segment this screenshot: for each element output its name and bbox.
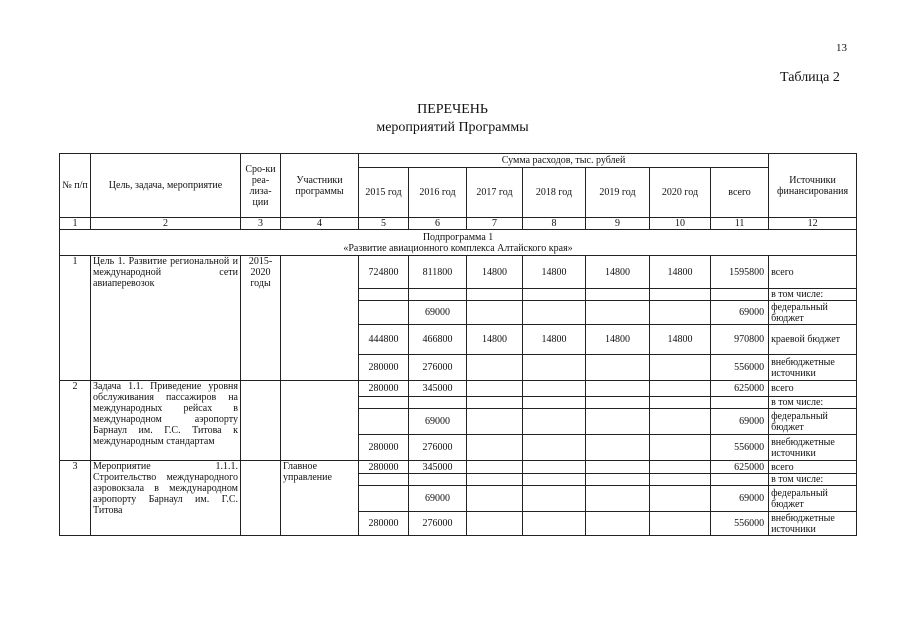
year-value: 280000 — [359, 435, 409, 461]
funding-source: всего — [769, 461, 857, 474]
year-value — [650, 397, 711, 409]
total-value: 69000 — [711, 301, 769, 325]
year-value: 14800 — [650, 325, 711, 355]
funding-source: краевой бюджет — [769, 325, 857, 355]
year-value: 811800 — [409, 256, 467, 289]
year-value — [586, 461, 650, 474]
year-value — [467, 512, 523, 536]
year-value — [650, 474, 711, 486]
year-value: 14800 — [586, 325, 650, 355]
year-value: 280000 — [359, 512, 409, 536]
year-value: 14800 — [467, 256, 523, 289]
funding-source: федеральный бюджет — [769, 486, 857, 512]
funding-source: в том числе: — [769, 289, 857, 301]
table-row — [60, 256, 857, 289]
column-number: 5 — [359, 218, 409, 230]
column-number: 10 — [650, 218, 711, 230]
participants-text: Главное управление — [281, 461, 359, 536]
year-value: 280000 — [359, 461, 409, 474]
year-value: 69000 — [409, 486, 467, 512]
column-number: 6 — [409, 218, 467, 230]
year-value — [586, 435, 650, 461]
year-value — [650, 409, 711, 435]
header-participants: Участники программы — [281, 154, 359, 218]
year-value: 466800 — [409, 325, 467, 355]
funding-source: федеральный бюджет — [769, 409, 857, 435]
column-number: 12 — [769, 218, 857, 230]
column-number: 7 — [467, 218, 523, 230]
terms-text — [241, 461, 281, 536]
terms-text — [241, 381, 281, 461]
table-label: Таблица 2 — [780, 70, 840, 85]
terms-text: 2015-2020 годы — [241, 256, 281, 381]
year-value — [467, 461, 523, 474]
subprogram-title — [60, 230, 857, 256]
year-value — [523, 435, 586, 461]
year-value — [523, 289, 586, 301]
row-number: 1 — [60, 256, 91, 381]
year-value — [586, 381, 650, 397]
year-value — [467, 486, 523, 512]
year-value — [359, 289, 409, 301]
funding-source: всего — [769, 381, 857, 397]
year-value — [359, 397, 409, 409]
header-year: 2017 год — [467, 168, 523, 218]
year-value — [650, 435, 711, 461]
goal-text: Цель 1. Развитие региональной и международной сети авиаперевозок — [91, 256, 241, 381]
year-value: 276000 — [409, 355, 467, 381]
year-value — [523, 409, 586, 435]
funding-source: внебюджетные источники — [769, 435, 857, 461]
year-value — [650, 461, 711, 474]
header-num: № п/п — [60, 154, 91, 218]
funding-source: внебюджетные источники — [769, 355, 857, 381]
total-value: 556000 — [711, 435, 769, 461]
year-value: 280000 — [359, 355, 409, 381]
year-value: 345000 — [409, 381, 467, 397]
total-value: 69000 — [711, 409, 769, 435]
column-number: 4 — [281, 218, 359, 230]
header-year: 2015 год — [359, 168, 409, 218]
year-value — [359, 474, 409, 486]
header-goal: Цель, задача, мероприятие — [91, 154, 241, 218]
funding-source: всего — [769, 256, 857, 289]
total-value — [711, 474, 769, 486]
year-value: 14800 — [523, 325, 586, 355]
header-total: всего — [711, 168, 769, 218]
year-value — [467, 435, 523, 461]
year-value — [523, 461, 586, 474]
year-value — [586, 512, 650, 536]
year-value — [467, 355, 523, 381]
header-sum: Сумма расходов, тыс. рублей — [359, 154, 769, 168]
year-value: 14800 — [523, 256, 586, 289]
participants-text — [281, 381, 359, 461]
funding-source: в том числе: — [769, 474, 857, 486]
year-value — [523, 381, 586, 397]
year-value — [586, 301, 650, 325]
total-value: 69000 — [711, 486, 769, 512]
total-value: 1595800 — [711, 256, 769, 289]
year-value — [586, 474, 650, 486]
year-value — [650, 355, 711, 381]
year-value — [467, 474, 523, 486]
year-value — [650, 301, 711, 325]
year-value — [409, 397, 467, 409]
year-value — [586, 355, 650, 381]
year-value — [586, 289, 650, 301]
total-value — [711, 289, 769, 301]
header-sources: Источники финансирования — [769, 154, 857, 218]
year-value — [523, 474, 586, 486]
header-year: 2018 год — [523, 168, 586, 218]
document-title: ПЕРЕЧЕНЬ — [417, 102, 488, 117]
column-number: 1 — [60, 218, 91, 230]
funding-source: в том числе: — [769, 397, 857, 409]
year-value: 276000 — [409, 435, 467, 461]
column-number: 9 — [586, 218, 650, 230]
funding-source: внебюджетные источники — [769, 512, 857, 536]
header-year: 2020 год — [650, 168, 711, 218]
total-value: 556000 — [711, 512, 769, 536]
year-value — [359, 301, 409, 325]
year-value — [467, 289, 523, 301]
year-value — [523, 301, 586, 325]
table-row — [60, 381, 857, 397]
total-value: 556000 — [711, 355, 769, 381]
year-value: 444800 — [359, 325, 409, 355]
page-number: 13 — [836, 42, 847, 54]
funding-source: федеральный бюджет — [769, 301, 857, 325]
year-value — [586, 409, 650, 435]
year-value — [650, 381, 711, 397]
goal-text: Мероприятие 1.1.1. Строительство международного аэровокзала в международном аэропорту Барнаул им. Г.С. Титова — [91, 461, 241, 536]
year-value: 14800 — [586, 256, 650, 289]
total-value — [711, 397, 769, 409]
year-value — [467, 301, 523, 325]
year-value — [409, 474, 467, 486]
subprogram-line1: Подпрограмма 1 — [422, 231, 494, 243]
year-value: 14800 — [650, 256, 711, 289]
year-value — [586, 397, 650, 409]
year-value — [586, 486, 650, 512]
goal-text: Задача 1.1. Приведение уровня обслуживания пассажиров на международных рейсах в международном аэропорту Барнаул им. Г.С. Титова к международным стандартам — [91, 381, 241, 461]
year-value: 69000 — [409, 301, 467, 325]
year-value — [467, 397, 523, 409]
year-value — [467, 381, 523, 397]
row-number: 3 — [60, 461, 91, 536]
column-number: 3 — [241, 218, 281, 230]
subprogram-line2: «Развитие авиационного комплекса Алтайского края» — [343, 242, 573, 254]
year-value: 345000 — [409, 461, 467, 474]
year-value: 276000 — [409, 512, 467, 536]
year-value: 724800 — [359, 256, 409, 289]
total-value: 970800 — [711, 325, 769, 355]
total-value: 625000 — [711, 461, 769, 474]
header-year: 2019 год — [586, 168, 650, 218]
header-year: 2016 год — [409, 168, 467, 218]
year-value — [650, 512, 711, 536]
measures-table — [59, 153, 857, 536]
year-value: 14800 — [467, 325, 523, 355]
table-row — [60, 461, 857, 474]
year-value: 69000 — [409, 409, 467, 435]
column-number: 11 — [711, 218, 769, 230]
total-value: 625000 — [711, 381, 769, 397]
document-subtitle: мероприятий Программы — [376, 120, 529, 135]
row-number: 2 — [60, 381, 91, 461]
year-value — [523, 355, 586, 381]
year-value — [359, 409, 409, 435]
year-value — [523, 397, 586, 409]
year-value — [523, 512, 586, 536]
year-value — [650, 289, 711, 301]
year-value — [359, 486, 409, 512]
column-number: 8 — [523, 218, 586, 230]
year-value — [467, 409, 523, 435]
header-terms: Сро-ки реа-лиза-ции — [241, 154, 281, 218]
year-value — [523, 486, 586, 512]
participants-text — [281, 256, 359, 381]
column-number: 2 — [91, 218, 241, 230]
year-value: 280000 — [359, 381, 409, 397]
year-value — [409, 289, 467, 301]
year-value — [650, 486, 711, 512]
